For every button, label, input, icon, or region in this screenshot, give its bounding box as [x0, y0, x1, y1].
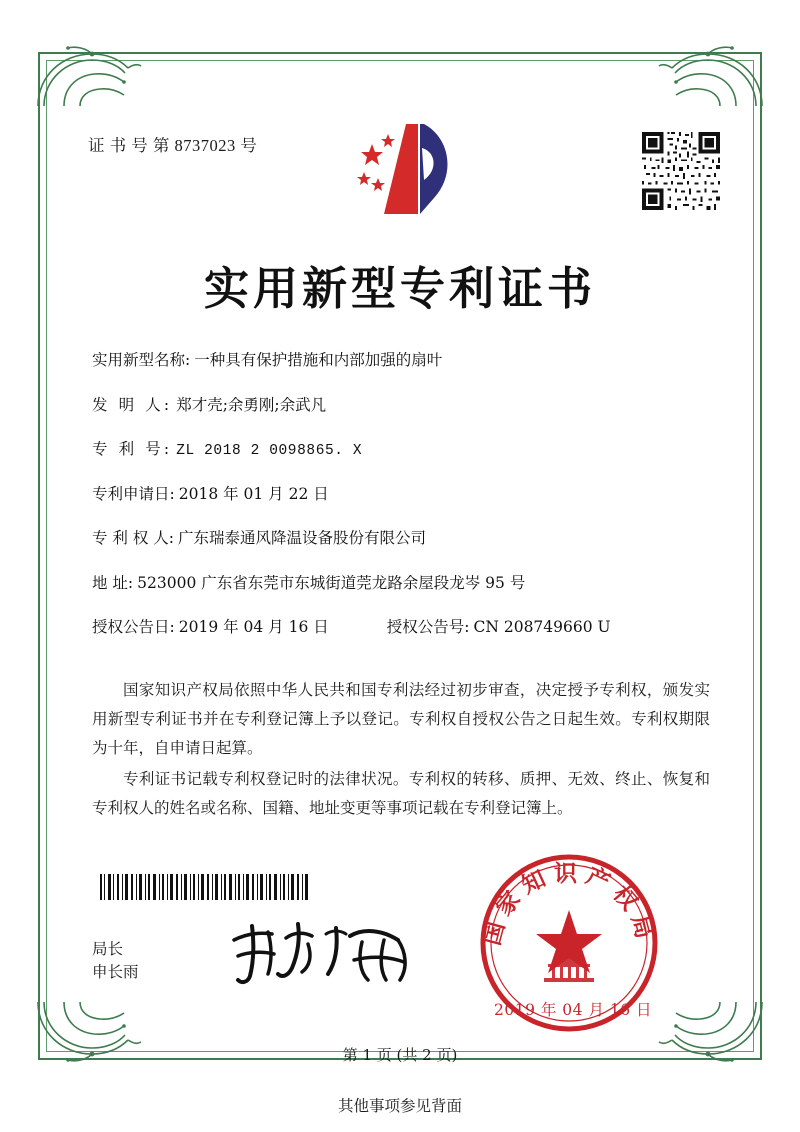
cnipa-logo-icon	[348, 118, 468, 224]
field-patentee	[92, 526, 712, 548]
certificate-number: 证 书 号 第 8737023 号	[88, 136, 258, 155]
field-application-date	[92, 482, 712, 504]
legal-text	[92, 676, 710, 825]
field-label: 地 址:	[92, 573, 134, 592]
paragraph-2: 专利证书记载专利权登记时的法律状况。专利权的转移、质押、无效、终止、恢复和专利权人的姓名或名称、国籍、地址变更等事项记载在专利登记簿上。	[92, 770, 710, 817]
field-label: 专利申请日:	[92, 484, 175, 503]
barcode	[100, 874, 308, 900]
field-value: 523000 广东省东莞市东城街道莞龙路余屋段龙岑 95 号	[137, 573, 526, 592]
field-value: 2018 年 01 月 22 日	[178, 484, 329, 503]
field-list	[92, 348, 712, 660]
director-title-label: 局长	[92, 940, 124, 958]
field-label: 授权公告日:	[92, 618, 175, 636]
field-value: ZL 2018 2 0098865. X	[176, 443, 363, 459]
field-value-secondary: CN 208749660 U	[473, 618, 611, 636]
field-grant-announcement	[92, 615, 712, 637]
field-value: 一种具有保护措施和内部加强的扇叶	[194, 351, 443, 369]
field-label: 专 利 权 人:	[92, 529, 175, 547]
svg-text:国家知识产权局: 国家知识产权局	[478, 860, 660, 949]
qr-code	[640, 130, 722, 212]
field-address	[92, 571, 712, 593]
back-side-note: 其他事项参见背面	[337, 1097, 462, 1115]
paragraph-1: 国家知识产权局依照中华人民共和国专利法经过初步审查，决定授予专利权，颁发实用新型专利证书并在专利登记簿上予以登记。专利权自授权公告之日起生效。专利权期限为十年，自申请日起算。	[92, 681, 710, 757]
director-name-label: 申长雨	[92, 963, 139, 981]
field-utility-model-name	[92, 348, 712, 370]
page-title: 实用新型专利证书	[203, 262, 596, 315]
field-inventors	[92, 393, 712, 415]
page-number: 第 1 页 (共 2 页)	[342, 1046, 458, 1064]
field-label: 专 利 号:	[92, 440, 173, 458]
field-label-secondary: 授权公告号:	[386, 618, 470, 636]
handwritten-signature	[228, 918, 418, 988]
field-value: 郑才壳;余勇刚;余武凡	[176, 395, 327, 414]
field-label: 实用新型名称:	[92, 351, 191, 369]
seal-date: 2019 年 04 月 16 日	[494, 1001, 653, 1019]
field-value: 2019 年 04 月 16 日	[178, 618, 329, 636]
field-value: 广东瑞泰通风降温设备股份有限公司	[178, 529, 427, 547]
signature-labels	[92, 938, 139, 984]
field-label: 发 明 人:	[92, 395, 173, 414]
field-patent-number	[92, 437, 712, 459]
